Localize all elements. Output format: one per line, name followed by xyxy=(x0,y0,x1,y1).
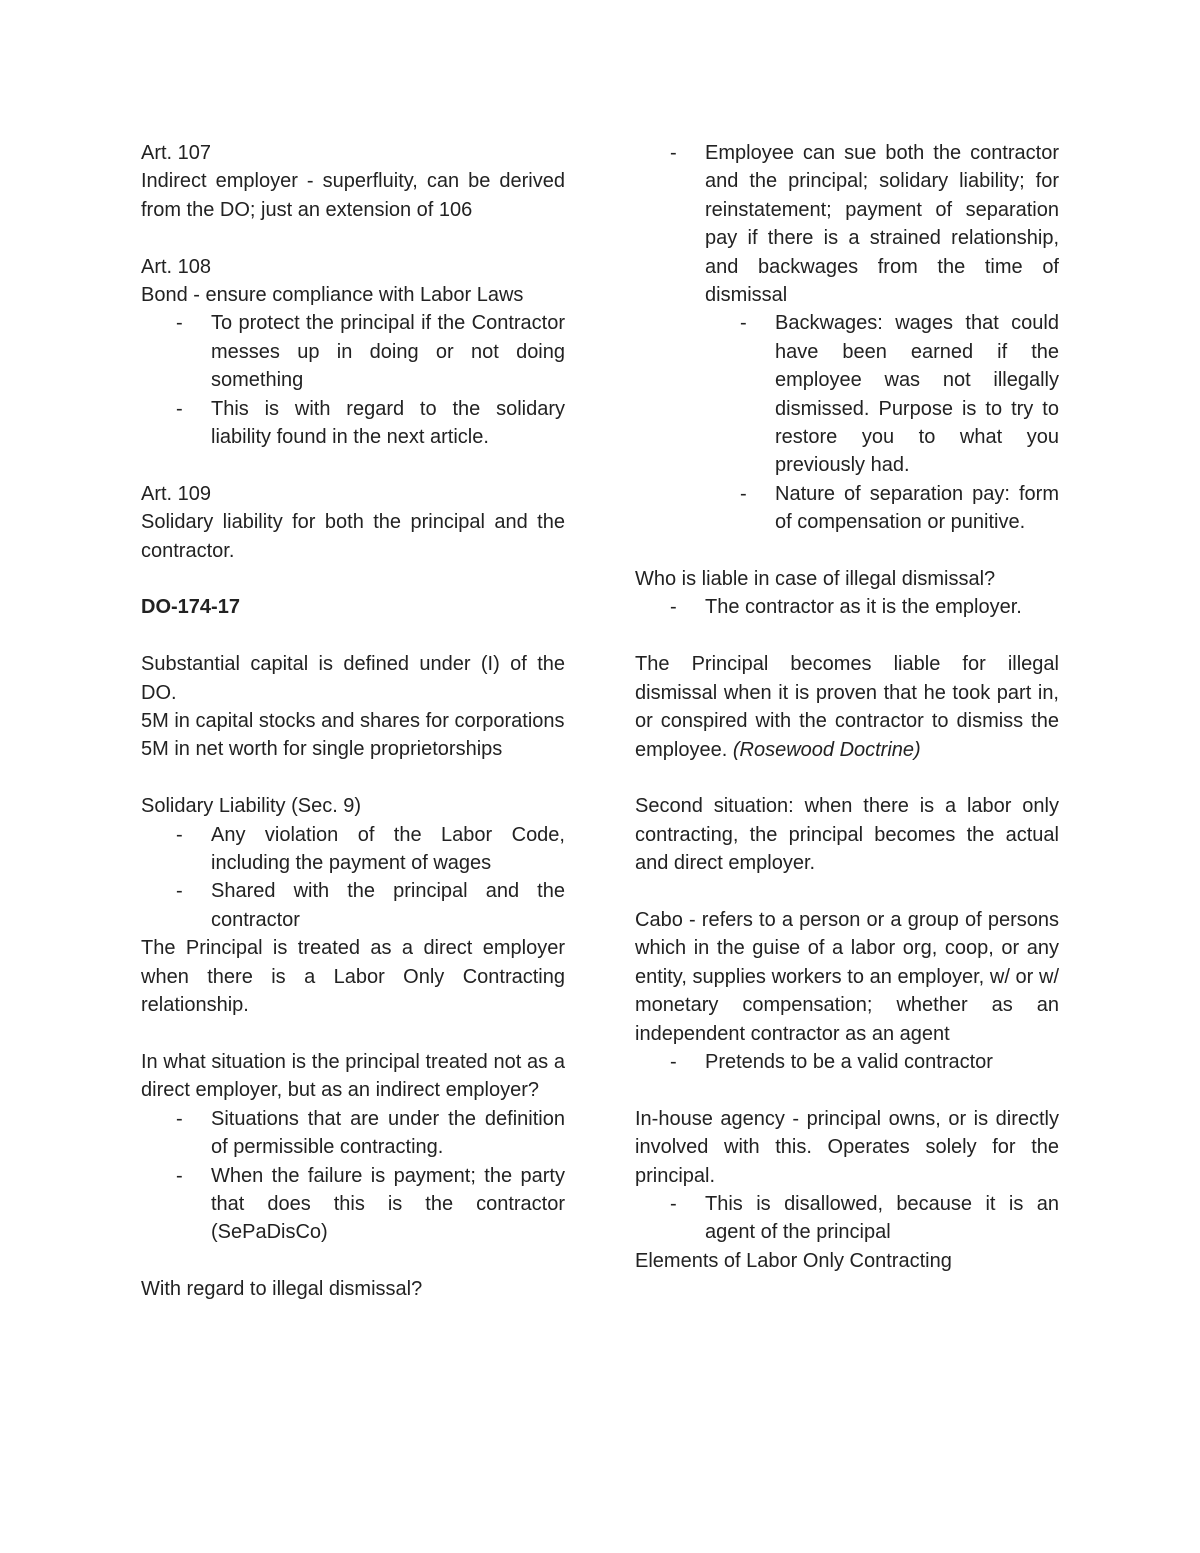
substantial-capital-text: Substantial capital is defined under (I) of the DO. xyxy=(141,653,565,704)
cabo-text: Cabo - refers to a person or a group of persons which in the guise of a labor org, coop, or any entity, supplies workers to an employer, w/ or w/ monetary compensation; whether as an independent contractor as an agent xyxy=(635,908,1059,1045)
liable-question: Who is liable in case of illegal dismissal? xyxy=(635,568,996,591)
art109-title: Art. 109 xyxy=(141,482,212,505)
list-item: - Shared with the principal and the contractor xyxy=(141,877,565,934)
bullet-dash: - xyxy=(670,1192,677,1215)
list-item: - This is with regard to the solidary liability found in the next article. xyxy=(141,395,565,452)
art108-text: Bond - ensure compliance with Labor Laws xyxy=(141,284,524,307)
indirect-question: In what situation is the principal treated not as a direct employer, but as an indirect employer? xyxy=(141,1050,565,1102)
second-situation-text: Second situation: when there is a labor only contracting, the principal becomes the actual and direct employer. xyxy=(635,795,1059,875)
bullet-dash: - xyxy=(670,142,677,164)
list-item: - Situations that are under the definition of permissible contracting. xyxy=(141,1105,565,1162)
capital-sole-text: 5M in net worth for single proprietorships xyxy=(141,738,503,761)
bullet-dash: - xyxy=(176,397,183,420)
bullet-dash: - xyxy=(176,312,183,335)
bullet-dash: - xyxy=(670,1050,677,1073)
right-column xyxy=(635,139,1059,1275)
list-item: - The contractor as it is the employer. xyxy=(635,593,1059,621)
capital-corporations-text: 5M in capital stocks and shares for corporations xyxy=(141,710,565,733)
solidary-title: Solidary Liability (Sec. 9) xyxy=(141,795,362,818)
bullet-dash: - xyxy=(740,482,747,505)
list-item: - Pretends to be a valid contractor xyxy=(635,1048,1059,1076)
list-item: - This is disallowed, because it is an agent of the principal xyxy=(635,1190,1059,1247)
art109-text: Solidary liability for both the principal and the contractor. xyxy=(141,511,565,562)
bullet-dash: - xyxy=(176,880,183,903)
illegal-dismissal-question: With regard to illegal dismissal? xyxy=(141,1278,423,1301)
art107-text: Indirect employer - superfluity, can be derived from the DO; just an extension of 106 xyxy=(141,170,565,221)
list-item: - Nature of separation pay: form of compensation or punitive. xyxy=(635,480,1059,537)
list-item: - Employee can sue both the contractor and the principal; solidary liability; for reinstatement; payment of separation pay if there is a strained relationship, and backwages from the time of dismissal xyxy=(635,139,1059,309)
art107-title: Art. 107 xyxy=(141,142,212,164)
list-item: - Any violation of the Labor Code, including the payment of wages xyxy=(141,821,565,878)
principal-liable-text: The Principal becomes liable for illegal dismissal when it is proven that he took part in, or conspired with the contractor to dismiss the employee. (Rosewood Doctrine) xyxy=(635,653,1059,761)
list-item: - To protect the principal if the Contractor messes up in doing or not doing something xyxy=(141,309,565,394)
bullet-dash: - xyxy=(670,596,677,619)
do-heading: DO-174-17 xyxy=(141,596,240,619)
bullet-dash: - xyxy=(176,823,183,846)
list-item: - When the failure is payment; the party that does this is the contractor (SePaDisCo) xyxy=(141,1162,565,1247)
bullet-dash: - xyxy=(740,312,747,335)
list-item: - Backwages: wages that could have been earned if the employee was not illegally dismissed. Purpose is to try to restore you to what you previously had. xyxy=(635,309,1059,479)
left-column xyxy=(141,139,565,1304)
bullet-dash: - xyxy=(176,1164,183,1187)
bullet-dash: - xyxy=(176,1107,183,1130)
principal-direct-text: The Principal is treated as a direct employer when there is a Labor Only Contracting relationship. xyxy=(141,937,565,1017)
art108-title: Art. 108 xyxy=(141,255,212,278)
elements-heading: Elements of Labor Only Contracting xyxy=(635,1249,952,1272)
inhouse-text: In-house agency - principal owns, or is directly involved with this. Operates solely for the principal. xyxy=(635,1107,1059,1187)
rosewood-doctrine: (Rosewood Doctrine) xyxy=(732,738,921,761)
